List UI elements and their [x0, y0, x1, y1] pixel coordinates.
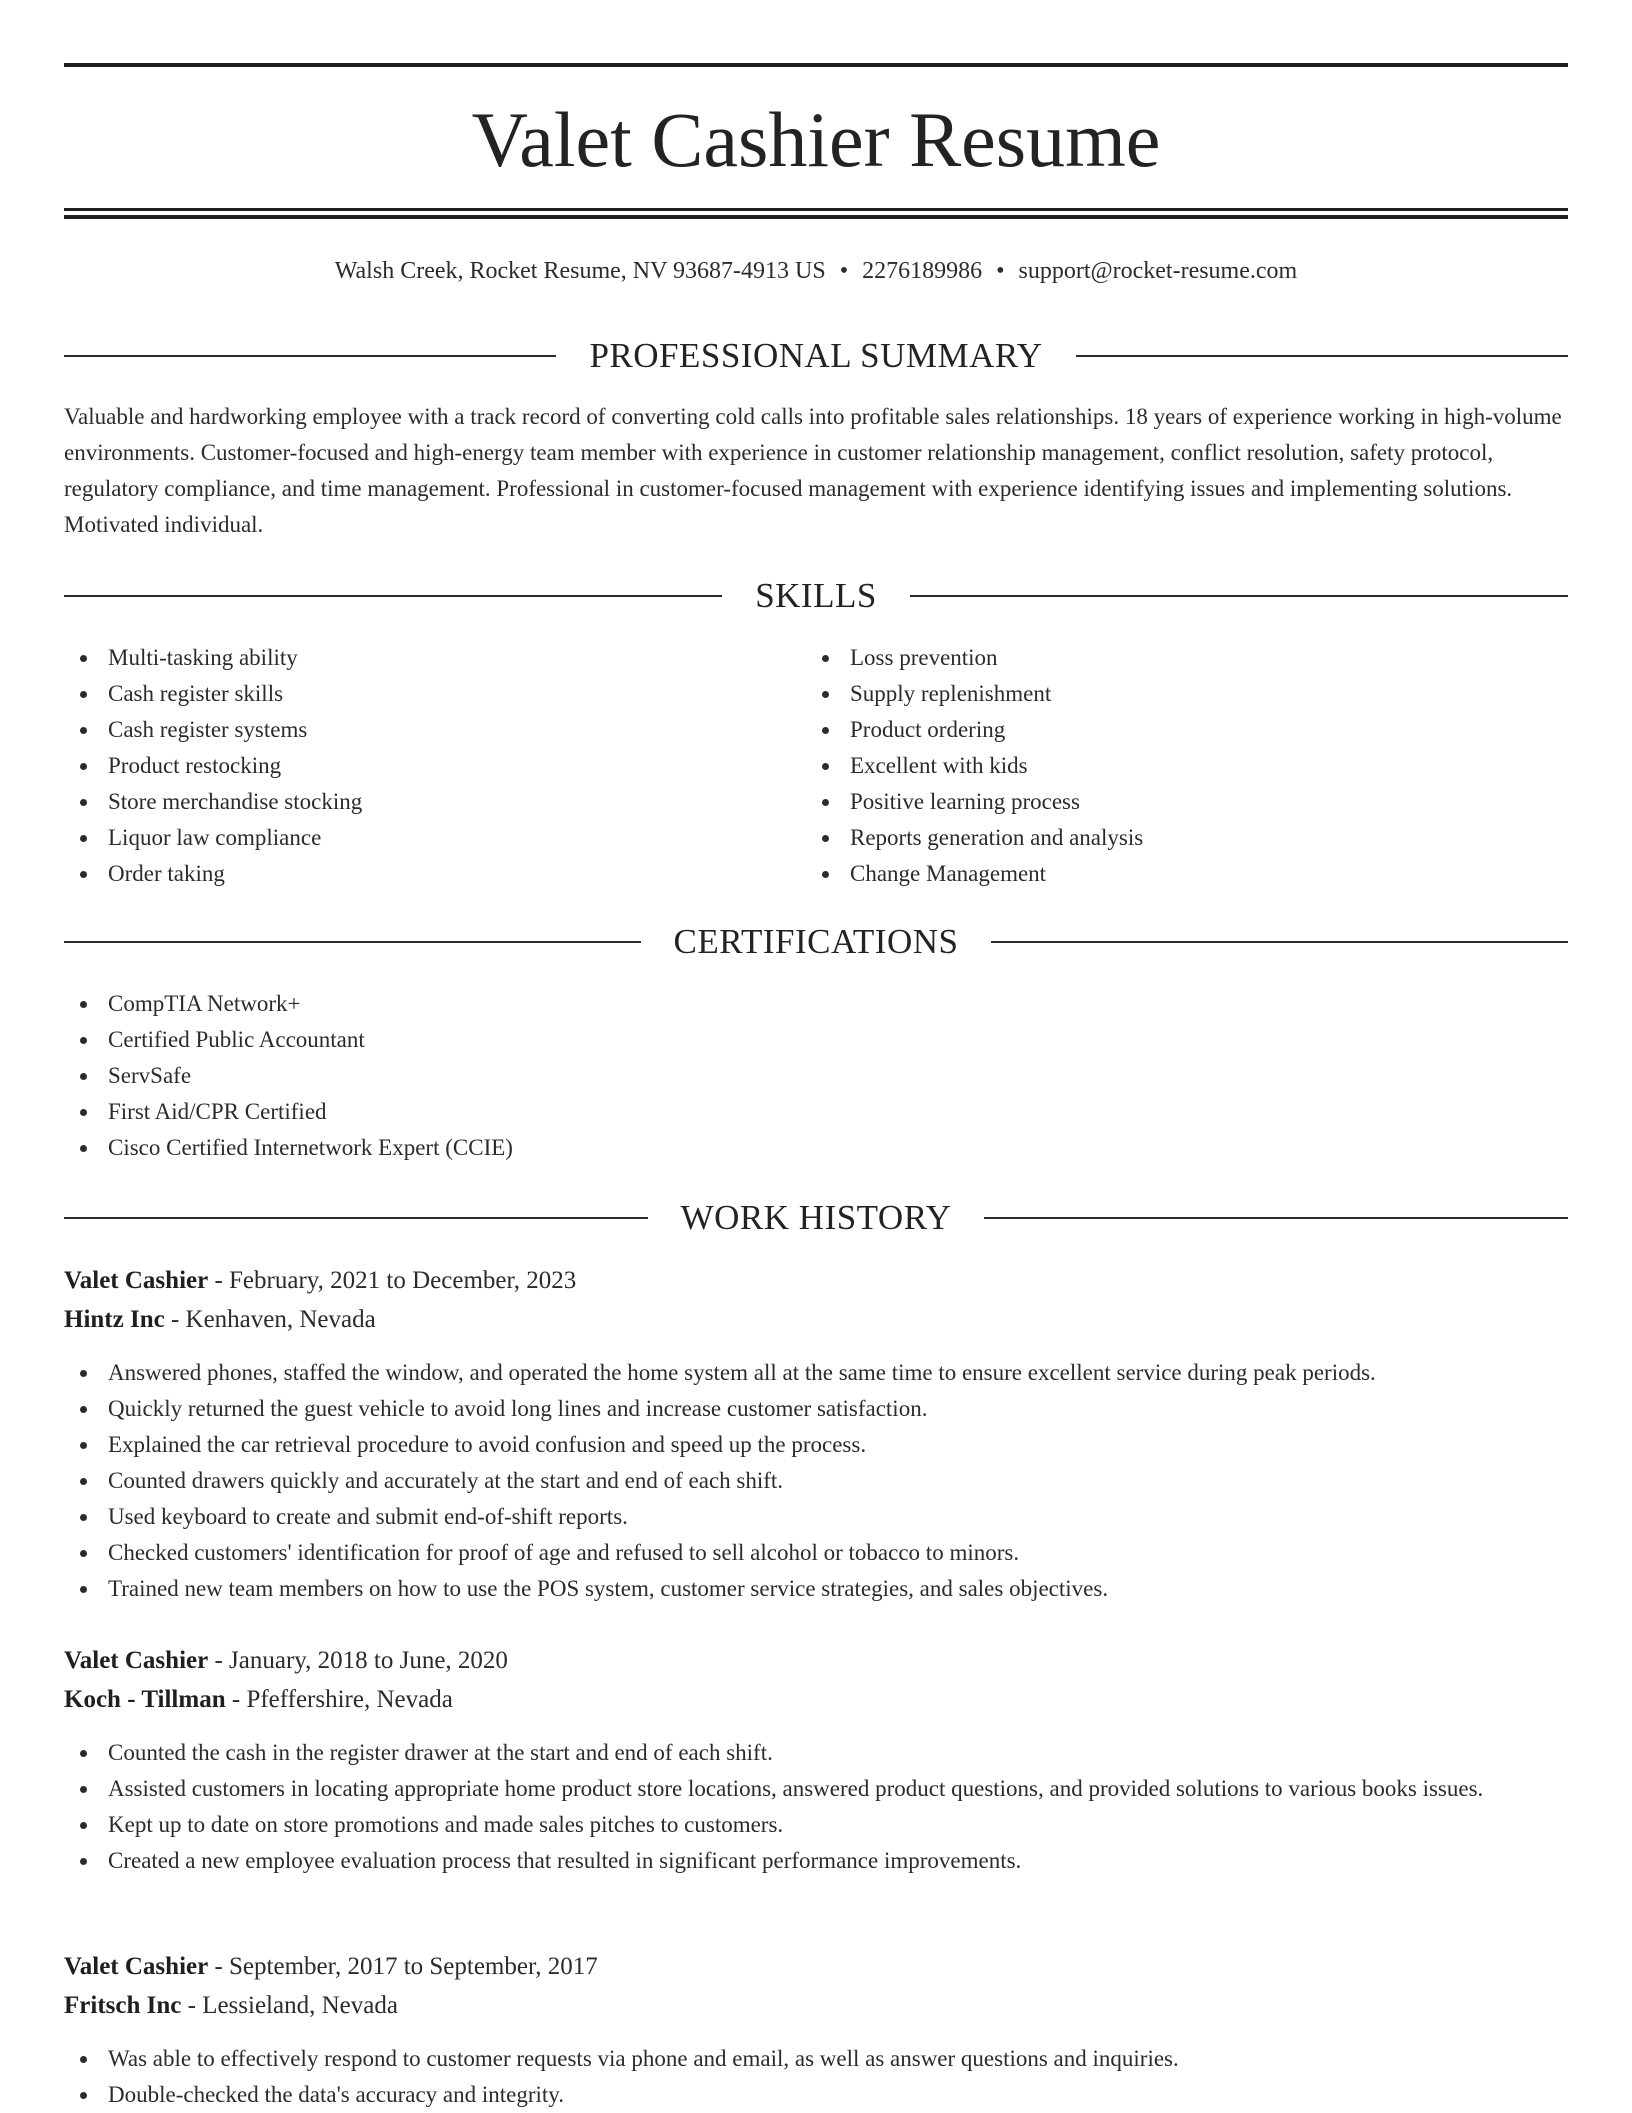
heading-rule [991, 941, 1568, 943]
job-bullet: Used keyboard to create and submit end-of-shift reports. [64, 1499, 1568, 1535]
job-bullet: Answered phones, staffed the window, and operated the home system all at the same time to ensure excellent service during peak periods. [64, 1355, 1568, 1391]
heading-rule [64, 355, 556, 357]
job-company: Koch - Tillman [64, 1686, 226, 1713]
header-double-rule-upper [64, 208, 1568, 211]
section-heading-label: WORK HISTORY [680, 1198, 952, 1237]
job-title: Valet Cashier [64, 1647, 209, 1674]
skill-item: Change Management [806, 856, 1566, 892]
resume-title: Valet Cashier Resume [471, 96, 1161, 183]
heading-rule [984, 1217, 1568, 1219]
job-bullet: Double-checked the data's accuracy and integrity. [64, 2077, 1568, 2113]
job-title-line: Valet Cashier - February, 2021 to December, 2023 [64, 1267, 577, 1294]
job-bullet: Trained new team members on how to use the POS system, customer service strategies, and sales objectives. [64, 1571, 1568, 1607]
job-dates: January, 2018 to June, 2020 [229, 1647, 508, 1674]
contact-separator: • [839, 258, 849, 284]
job-bullet-list [64, 1735, 1568, 1879]
certification-item: Certified Public Accountant [64, 1022, 1568, 1058]
contact-separator: • [996, 258, 1005, 284]
job-location: Kenhaven, Nevada [185, 1306, 376, 1333]
job-bullet: Created a new employee evaluation process that resulted in significant performance improvements. [64, 1843, 1568, 1879]
skill-item: Cash register skills [64, 676, 804, 712]
section-heading-label: PROFESSIONAL SUMMARY [589, 336, 1043, 375]
job-bullet: Was able to effectively respond to customer requests via phone and email, as well as answer questions and inquiries. [64, 2041, 1568, 2077]
skill-item: Reports generation and analysis [806, 820, 1566, 856]
skill-item: Supply replenishment [806, 676, 1566, 712]
skill-item: Multi-tasking ability [64, 640, 804, 676]
job-title-line: Valet Cashier - January, 2018 to June, 2020 [64, 1647, 508, 1674]
contact-line [64, 254, 1568, 288]
certification-item: Cisco Certified Internetwork Expert (CCIE) [64, 1130, 1568, 1166]
section-heading-certifications [64, 920, 1568, 964]
skill-item: Liquor law compliance [64, 820, 804, 856]
skill-item: Loss prevention [806, 640, 1566, 676]
job-bullet: Explained the car retrieval procedure to avoid confusion and speed up the process. [64, 1427, 1568, 1463]
contact-address: Walsh Creek, Rocket Resume, NV 93687-4913 US [334, 258, 826, 284]
header-top-rule [64, 63, 1568, 67]
job-bullet: Quickly returned the guest vehicle to avoid long lines and increase customer satisfaction. [64, 1391, 1568, 1427]
job-company: Fritsch Inc [64, 1992, 182, 2019]
job-bullet: Assisted customers in locating appropriate home product store locations, answered product questions, and provided solutions to various books issues. [64, 1771, 1568, 1807]
section-heading-summary [64, 334, 1568, 378]
heading-rule [64, 941, 641, 943]
skill-item: Order taking [64, 856, 804, 892]
job-location: Pfeffershire, Nevada [246, 1686, 453, 1713]
job-dates: September, 2017 to September, 2017 [229, 1953, 598, 1980]
job-dates: February, 2021 to December, 2023 [229, 1267, 577, 1294]
skill-item: Cash register systems [64, 712, 804, 748]
skills-list-left [64, 640, 804, 892]
job-bullet: Counted the cash in the register drawer at the start and end of each shift. [64, 1735, 1568, 1771]
contact-email: support@rocket-resume.com [1018, 258, 1298, 284]
certification-item: CompTIA Network+ [64, 986, 1568, 1022]
job-bullet-list [64, 1355, 1568, 1607]
certifications-list [64, 986, 1568, 1166]
job-company-line: Koch - Tillman - Pfeffershire, Nevada [64, 1686, 453, 1713]
section-heading-label: CERTIFICATIONS [673, 922, 959, 961]
job-bullet: Counted drawers quickly and accurately at the start and end of each shift. [64, 1463, 1568, 1499]
job-company-line: Fritsch Inc - Lessieland, Nevada [64, 1992, 398, 2019]
job-bullet: Checked customers' identification for proof of age and refused to sell alcohol or tobacco to minors. [64, 1535, 1568, 1571]
skill-item: Product restocking [64, 748, 804, 784]
job-bullet-list [64, 2041, 1568, 2113]
job-company-line: Hintz Inc - Kenhaven, Nevada [64, 1306, 376, 1333]
job-title-line: Valet Cashier - September, 2017 to September, 2017 [64, 1953, 598, 1980]
heading-rule [910, 595, 1568, 597]
skill-item: Store merchandise stocking [64, 784, 804, 820]
job-company: Hintz Inc [64, 1306, 165, 1333]
job-title: Valet Cashier [64, 1267, 209, 1294]
job-bullet: Kept up to date on store promotions and made sales pitches to customers. [64, 1807, 1568, 1843]
heading-rule [64, 595, 722, 597]
skill-item: Positive learning process [806, 784, 1566, 820]
header-double-rule-lower [64, 215, 1568, 219]
skill-item: Excellent with kids [806, 748, 1566, 784]
contact-phone: 2276189986 [862, 258, 983, 284]
certification-item: ServSafe [64, 1058, 1568, 1094]
job-title: Valet Cashier [64, 1953, 209, 1980]
skills-list-right [806, 640, 1566, 892]
section-heading-work-history [64, 1196, 1568, 1240]
summary-text: Valuable and hardworking employee with a track record of converting cold calls into profitable sales relationships. 18 years of experience working in high-volume environments. Customer-focused and high-energy team member with experience in customer relationship management, conflict resolution, safety protocol, regulatory compliance, and time management. Professional in customer-focused management with experience identifying issues and implementing solutions. Motivated individual. [64, 404, 1562, 537]
skill-item: Product ordering [806, 712, 1566, 748]
section-heading-skills [64, 574, 1568, 618]
certification-item: First Aid/CPR Certified [64, 1094, 1568, 1130]
section-heading-label: SKILLS [755, 576, 877, 615]
heading-rule [64, 1217, 648, 1219]
job-location: Lessieland, Nevada [202, 1992, 398, 2019]
heading-rule [1076, 355, 1568, 357]
